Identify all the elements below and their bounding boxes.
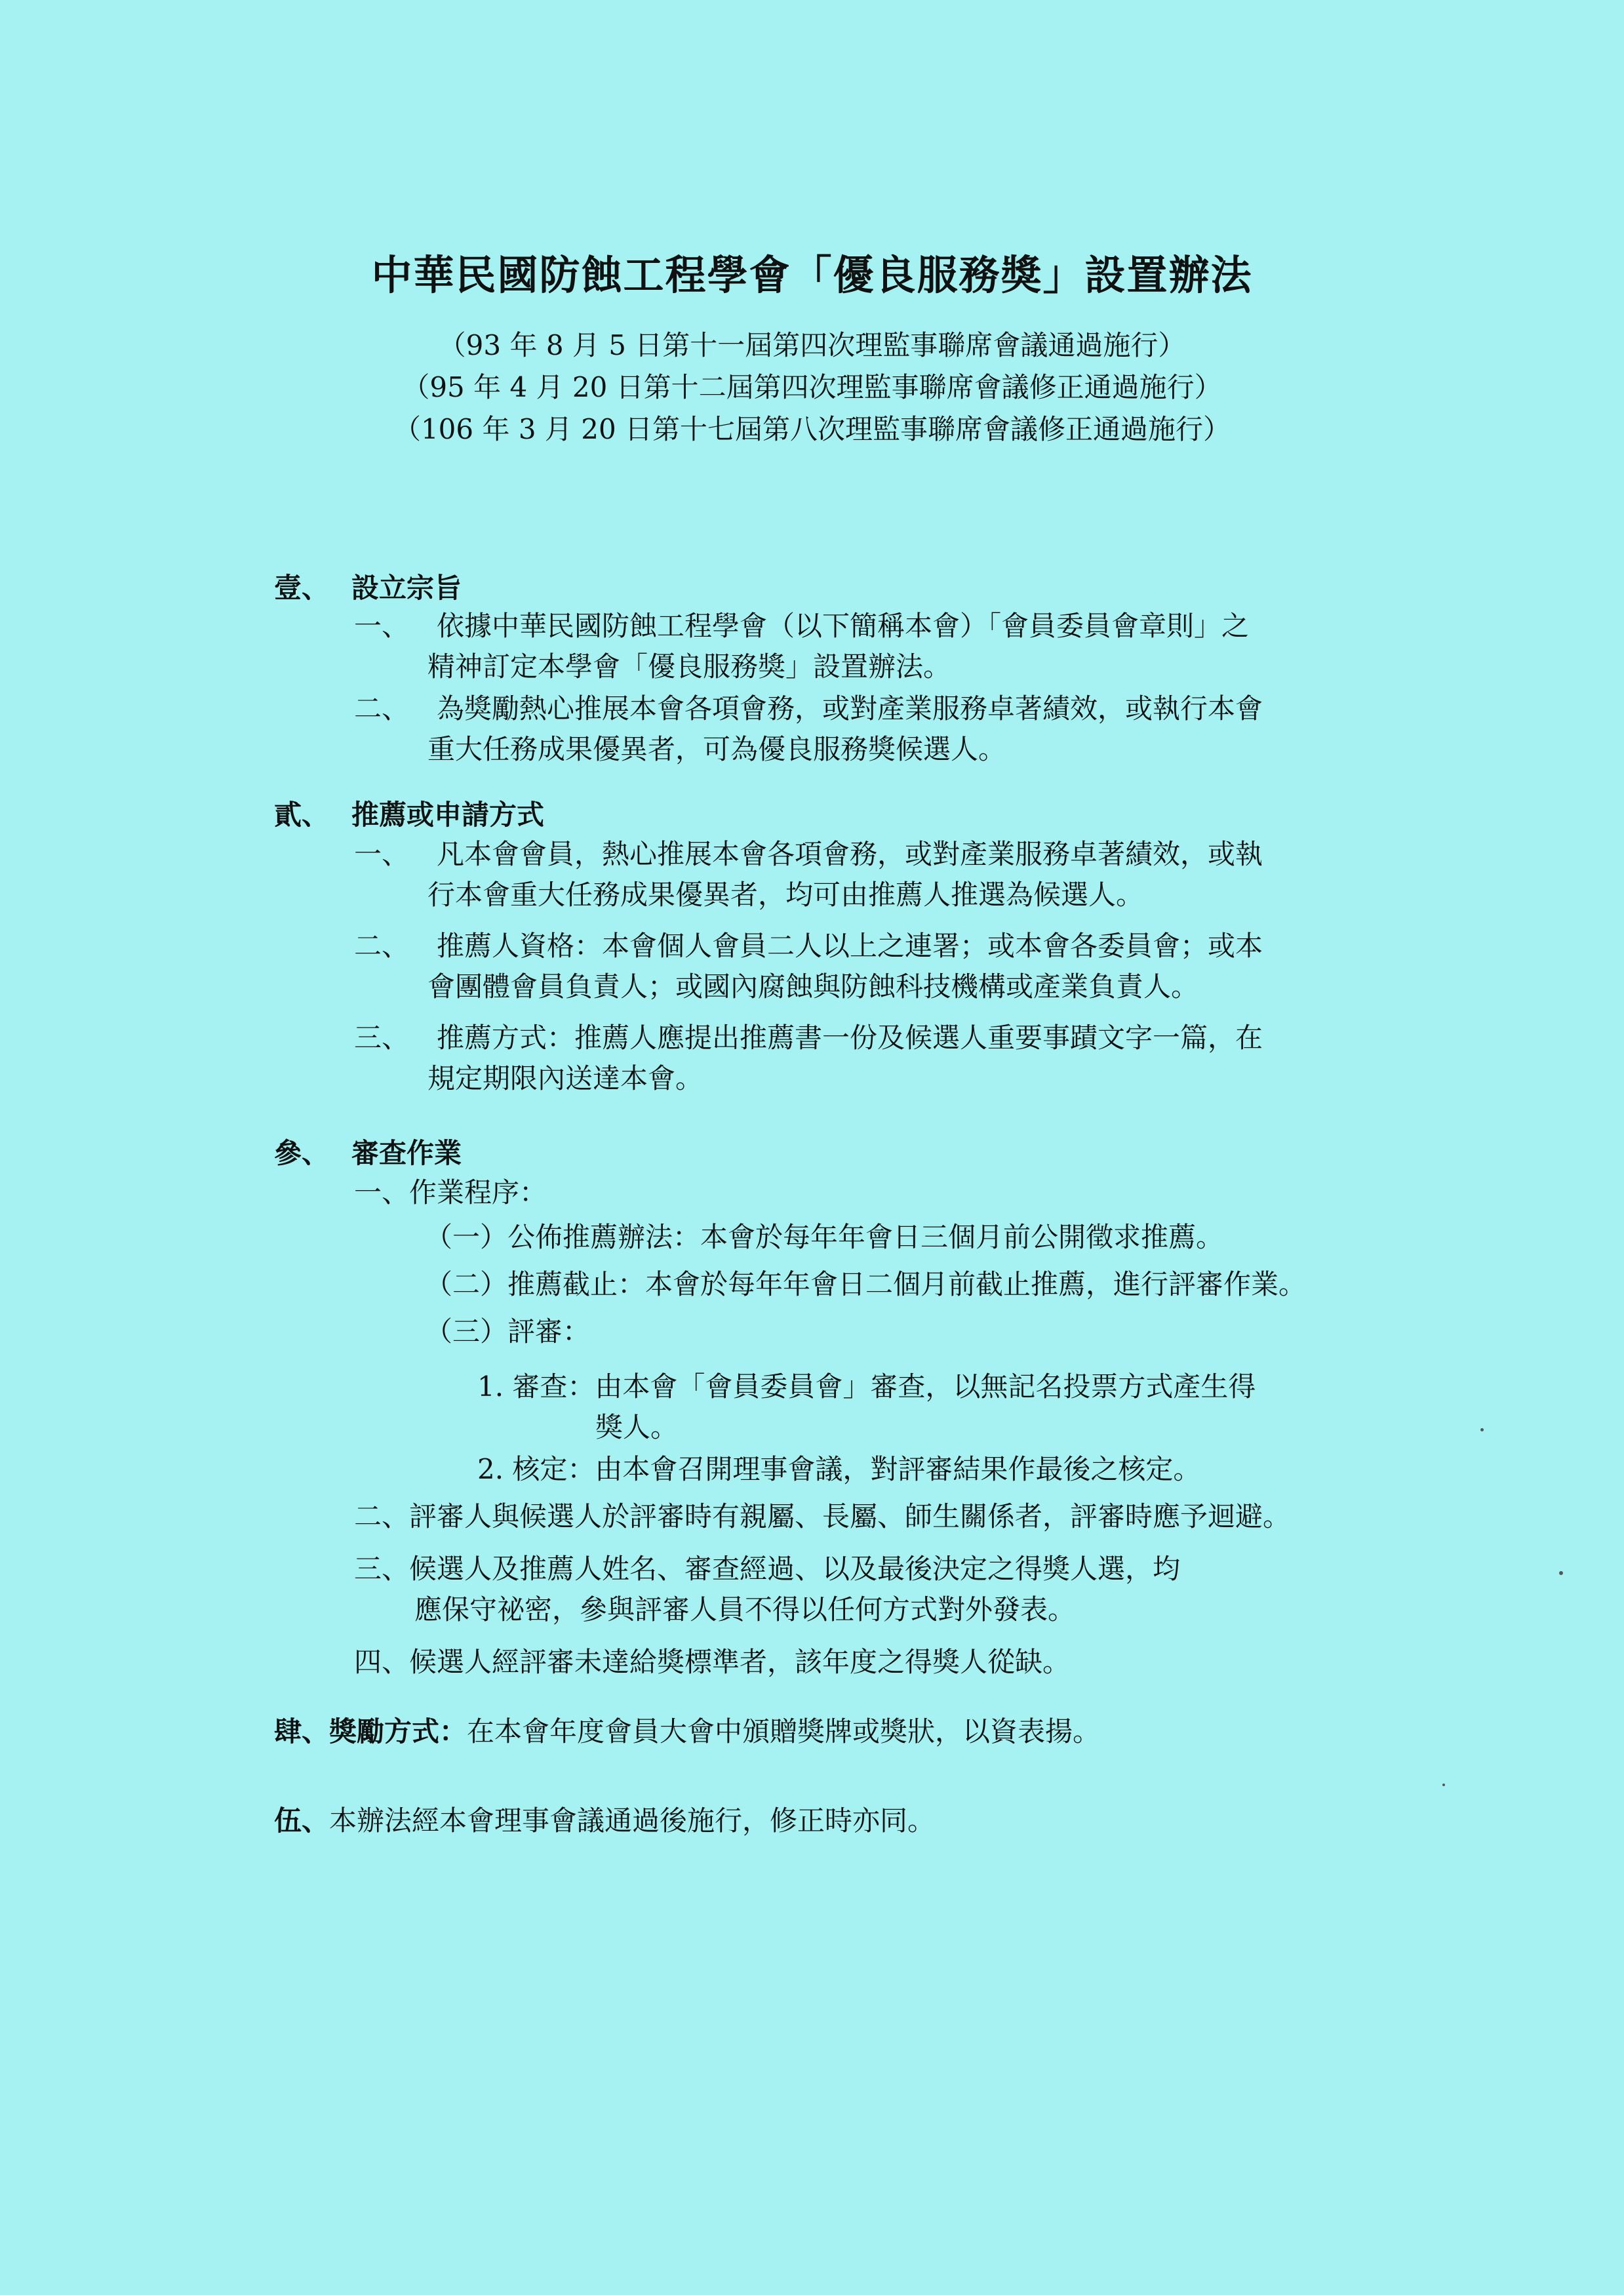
section-3-item-4: 四、候選人經評審未達給獎標準者，該年度之得獎人從缺。 — [354, 1646, 1071, 1678]
section-5-number: 伍、 — [274, 1805, 330, 1837]
section-3-title: 審查作業 — [351, 1137, 462, 1169]
document-title: 中華民國防蝕工程學會「優良服務獎」設置辦法 — [371, 251, 1253, 299]
section-2-item-3-line-2: 規定期限內送達本會。 — [427, 1062, 703, 1094]
scan-speck — [1442, 1784, 1445, 1786]
section-3-item-3-line-2: 應保守祕密，參與評審人員不得以任何方式對外發表。 — [414, 1593, 1076, 1626]
section-3-procedure-2: （二）推薦截止：本會於每年年會日二個月前截止推薦，進行評審作業。 — [425, 1268, 1307, 1300]
section-1-item-1-line-1: 一、 依據中華民國防蝕工程學會（以下簡稱本會）「會員委員會章則」之 — [354, 610, 1250, 642]
section-2-item-3-line-1: 三、 推薦方式：推薦人應提出推薦書一份及候選人重要事蹟文字一篇，在 — [354, 1022, 1263, 1054]
section-2-item-1-line-1: 一、 凡本會會員，熱心推展本會各項會務，或對產業服務卓著績效，或執 — [354, 838, 1263, 870]
section-3-procedure-1: （一）公佈推薦辦法：本會於每年年會日三個月前公開徵求推薦。 — [425, 1221, 1224, 1253]
section-2-heading — [274, 795, 544, 835]
section-1-number: 壹、 — [274, 572, 330, 604]
section-2-item-2-line-2: 會團體會員負責人；或國內腐蝕與防蝕科技機構或產業負責人。 — [427, 970, 1199, 1003]
section-1-item-2-line-2: 重大任務成果優異者，可為優良服務獎候選人。 — [427, 733, 1006, 765]
section-2-item-2-line-1: 二、 推薦人資格：本會個人會員二人以上之連署；或本會各委員會；或本 — [354, 930, 1263, 962]
section-3-heading — [274, 1133, 462, 1174]
section-2-number: 貳、 — [274, 799, 330, 831]
section-3-sub-1-line-2: 獎人。 — [595, 1411, 679, 1443]
history-line: （106 年 3 月 20 日第十七屆第八次理監事聯席會議修正通過施行） — [393, 413, 1231, 445]
section-3-sub-1-line-1: 1. 審查：由本會「會員委員會」審查，以無記名投票方式產生得 — [477, 1370, 1256, 1403]
section-3-sub-2: 2. 核定：由本會召開理事會議，對評審結果作最後之核定。 — [477, 1453, 1201, 1485]
history-line: （95 年 4 月 20 日第十二屆第四次理監事聯席會議修正通過施行） — [402, 371, 1222, 403]
section-3-item-2: 二、評審人與候選人於評審時有親屬、長屬、師生關係者，評審時應予迴避。 — [354, 1500, 1291, 1532]
section-1-heading — [274, 568, 462, 609]
section-1-title: 設立宗旨 — [351, 572, 462, 604]
scan-speck — [1559, 1571, 1563, 1575]
scan-speck — [1480, 1428, 1484, 1431]
history-line: （93 年 8 月 5 日第十一屆第四次理監事聯席會議通過施行） — [438, 329, 1186, 361]
section-4-heading: 肆、獎勵方式： — [274, 1715, 467, 1747]
section-4 — [274, 1711, 1100, 1752]
section-1-item-2-line-1: 二、 為獎勵熱心推展本會各項會務，或對產業服務卓著績效，或執行本會 — [354, 692, 1263, 725]
section-4-text: 在本會年度會員大會中頒贈獎牌或獎狀，以資表揚。 — [467, 1715, 1101, 1747]
section-3-item-1: 一、作業程序： — [354, 1176, 547, 1208]
amendment-history — [0, 325, 1624, 450]
section-2-title: 推薦或申請方式 — [351, 799, 545, 831]
section-2-item-1-line-2: 行本會重大任務成果優異者，均可由推薦人推選為候選人。 — [427, 879, 1144, 911]
section-3-item-3-line-1: 三、候選人及推薦人姓名、審查經過、以及最後決定之得獎人選，均 — [354, 1553, 1181, 1585]
section-3-number: 參、 — [274, 1137, 330, 1169]
section-3-procedure-3: （三）評審： — [425, 1315, 591, 1347]
section-5 — [274, 1801, 935, 1841]
section-5-text: 本辦法經本會理事會議通過後施行，修正時亦同。 — [329, 1805, 936, 1837]
section-1-item-1-line-2: 精神訂定本學會「優良服務獎」設置辦法。 — [427, 650, 951, 683]
